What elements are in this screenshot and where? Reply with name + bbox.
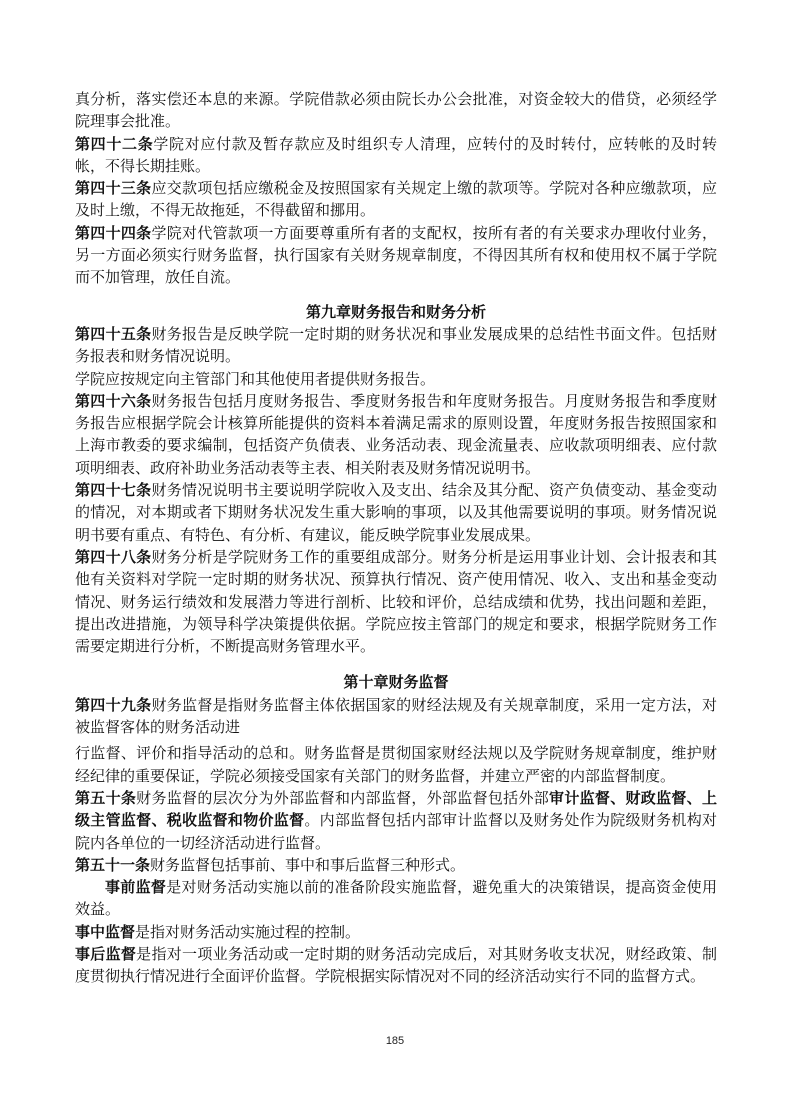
paragraph xyxy=(75,854,717,876)
bold-text: 第十章财务监督 xyxy=(343,673,449,692)
paragraph xyxy=(75,368,717,390)
body-text: 是指对一项业务活动或一定时期的财务活动完成后，对其财务收支状况，财经政策、制度贯彻执行情况进行全面评价监督。学院根据实际情况对不同的经济活动实行不同的监督方式。 xyxy=(75,944,717,986)
paragraph xyxy=(75,943,717,988)
chapter-heading xyxy=(75,301,717,323)
bold-text: 第五十一条 xyxy=(75,855,151,874)
body-text: 财务情况说明书主要说明学院收入及支出、结余及其分配、资产负债变动、基金变动的情况，对本期或者下期财务状况发生重大影响的事项，以及其他需要说明的事项。财务情况说明书要有重点、有特色、有分析、有建议，能反映学院事业发展成果。 xyxy=(75,481,717,544)
body-text: 学院应按规定向主管部门和其他使用者提供财务报告。 xyxy=(75,369,436,388)
body-text: 财务监督的层次分为外部监督和内部监督，外部监督包括外部 xyxy=(136,788,550,807)
bold-text: 事中监督 xyxy=(75,922,136,941)
paragraph xyxy=(75,787,717,854)
paragraph xyxy=(75,546,717,657)
body-text: 应交款项包括应缴税金及按照国家有关规定上缴的款项等。学院对各种应缴款项，应及时上缴，不得无故拖延，不得截留和挪用。 xyxy=(75,179,717,220)
paragraph xyxy=(75,177,717,222)
chapter-heading xyxy=(75,671,717,693)
bold-text: 第四十七条 xyxy=(75,481,152,500)
paragraph xyxy=(75,921,717,943)
bold-text: 第四十八条 xyxy=(75,547,152,566)
page-number: 185 xyxy=(385,1035,405,1047)
body-text: 财务监督是指财务监督主体依据国家的财经法规及有关规章制度，采用一定方法，对被监督客体的财务活动进 xyxy=(75,695,717,737)
body-text: 是指对财务活动实施过程的控制。 xyxy=(135,922,361,941)
paragraph xyxy=(75,88,717,133)
body-text: 是对财务活动实施以前的准备阶段实施监督，避免重大的决策错误，提高资金使用效益。 xyxy=(75,878,717,919)
body-text: 财务分析是学院财务工作的重要组成部分。财务分析是运用事业计划、会计报表和其他有关资料对学院一定时期的财务状况、预算执行情况、资产使用情况、收入、支出和基金变动情况、财务运行绩效和发展潜力等进行剖析、比较和评价，总结成绩和优势，找出问题和差距，提出改进措施，为领导科学决策提供依据。学院应按主管部门的规定和要求，根据学院财务工作需要定期进行分析，不断提高财务管理水平。 xyxy=(75,547,717,656)
body-text: 财务报告包括月度财务报告、季度财务报告和年度财务报告。月度财务报告和季度财务报告应根据学院会计核算所能提供的资料本着满足需求的原则设置，年度财务报告按照国家和上海市教委的要求编制，包括资产负债表、业务活动表、现金流量表、应收款项明细表、应付款项明细表、政府补助业务活动表等主表、相关附表及财务情况说明书。 xyxy=(75,391,717,477)
bold-text: 第四十九条 xyxy=(75,695,152,714)
body-text: 行监督、评价和指导活动的总和。财务监督是贯彻国家财经法规以及学院财务规章制度，维护财经纪律的重要保证，学院必须接受国家有关部门的财务监督，并建立严密的内部监督制度。 xyxy=(75,744,717,785)
bold-text: 第四十二条 xyxy=(75,134,154,153)
bold-text: 第四十六条 xyxy=(75,391,152,410)
bold-text: 事后监督 xyxy=(75,944,137,963)
body-text: 真分析，落实偿还本息的来源。学院借款必须由院长办公会批准，对资金较大的借贷，必须经学院理事会批准。 xyxy=(75,90,717,131)
document-body xyxy=(75,88,717,988)
body-text: 学院对代管款项一方面要尊重所有者的支配权，按所有者的有关要求办理收付业务，另一方面必须实行财务监督，执行国家有关财务规章制度，不得因其所有权和使用权不属于学院而不加管理，放任自流。 xyxy=(75,223,717,287)
bold-text: 第四十五条 xyxy=(75,324,152,343)
body-text: 财务报告是反映学院一定时期的财务状况和事业发展成果的总结性书面文件。包括财务报表和财务情况说明。 xyxy=(75,324,717,366)
bold-text: 第九章财务报告和财务分析 xyxy=(305,302,486,321)
bold-text: 审计监督、财政监督、上级主管监督、税收监督和物价监督 xyxy=(75,788,717,830)
bold-text: 事前监督 xyxy=(105,878,167,897)
body-text: 财务监督包括事前、事中和事后监督三种形式。 xyxy=(150,855,466,874)
body-text: 。内部监督包括内部审计监督以及财务处作为院级财务机构对院内各单位的一切经济活动进行监督。 xyxy=(75,811,717,852)
paragraph xyxy=(75,133,717,178)
paragraph xyxy=(75,694,717,739)
paragraph xyxy=(75,390,717,479)
paragraph xyxy=(75,876,717,921)
paragraph xyxy=(75,323,717,368)
bold-text: 第五十条 xyxy=(75,788,137,807)
paragraph xyxy=(75,742,717,787)
paragraph xyxy=(75,222,717,289)
body-text: 学院对应付款及暂存款应及时组织专人清理，应转付的及时转付，应转帐的及时转帐，不得长期挂账。 xyxy=(75,134,717,175)
bold-text: 第四十四条 xyxy=(75,223,152,242)
bold-text: 第四十三条 xyxy=(75,179,152,198)
paragraph xyxy=(75,479,717,546)
